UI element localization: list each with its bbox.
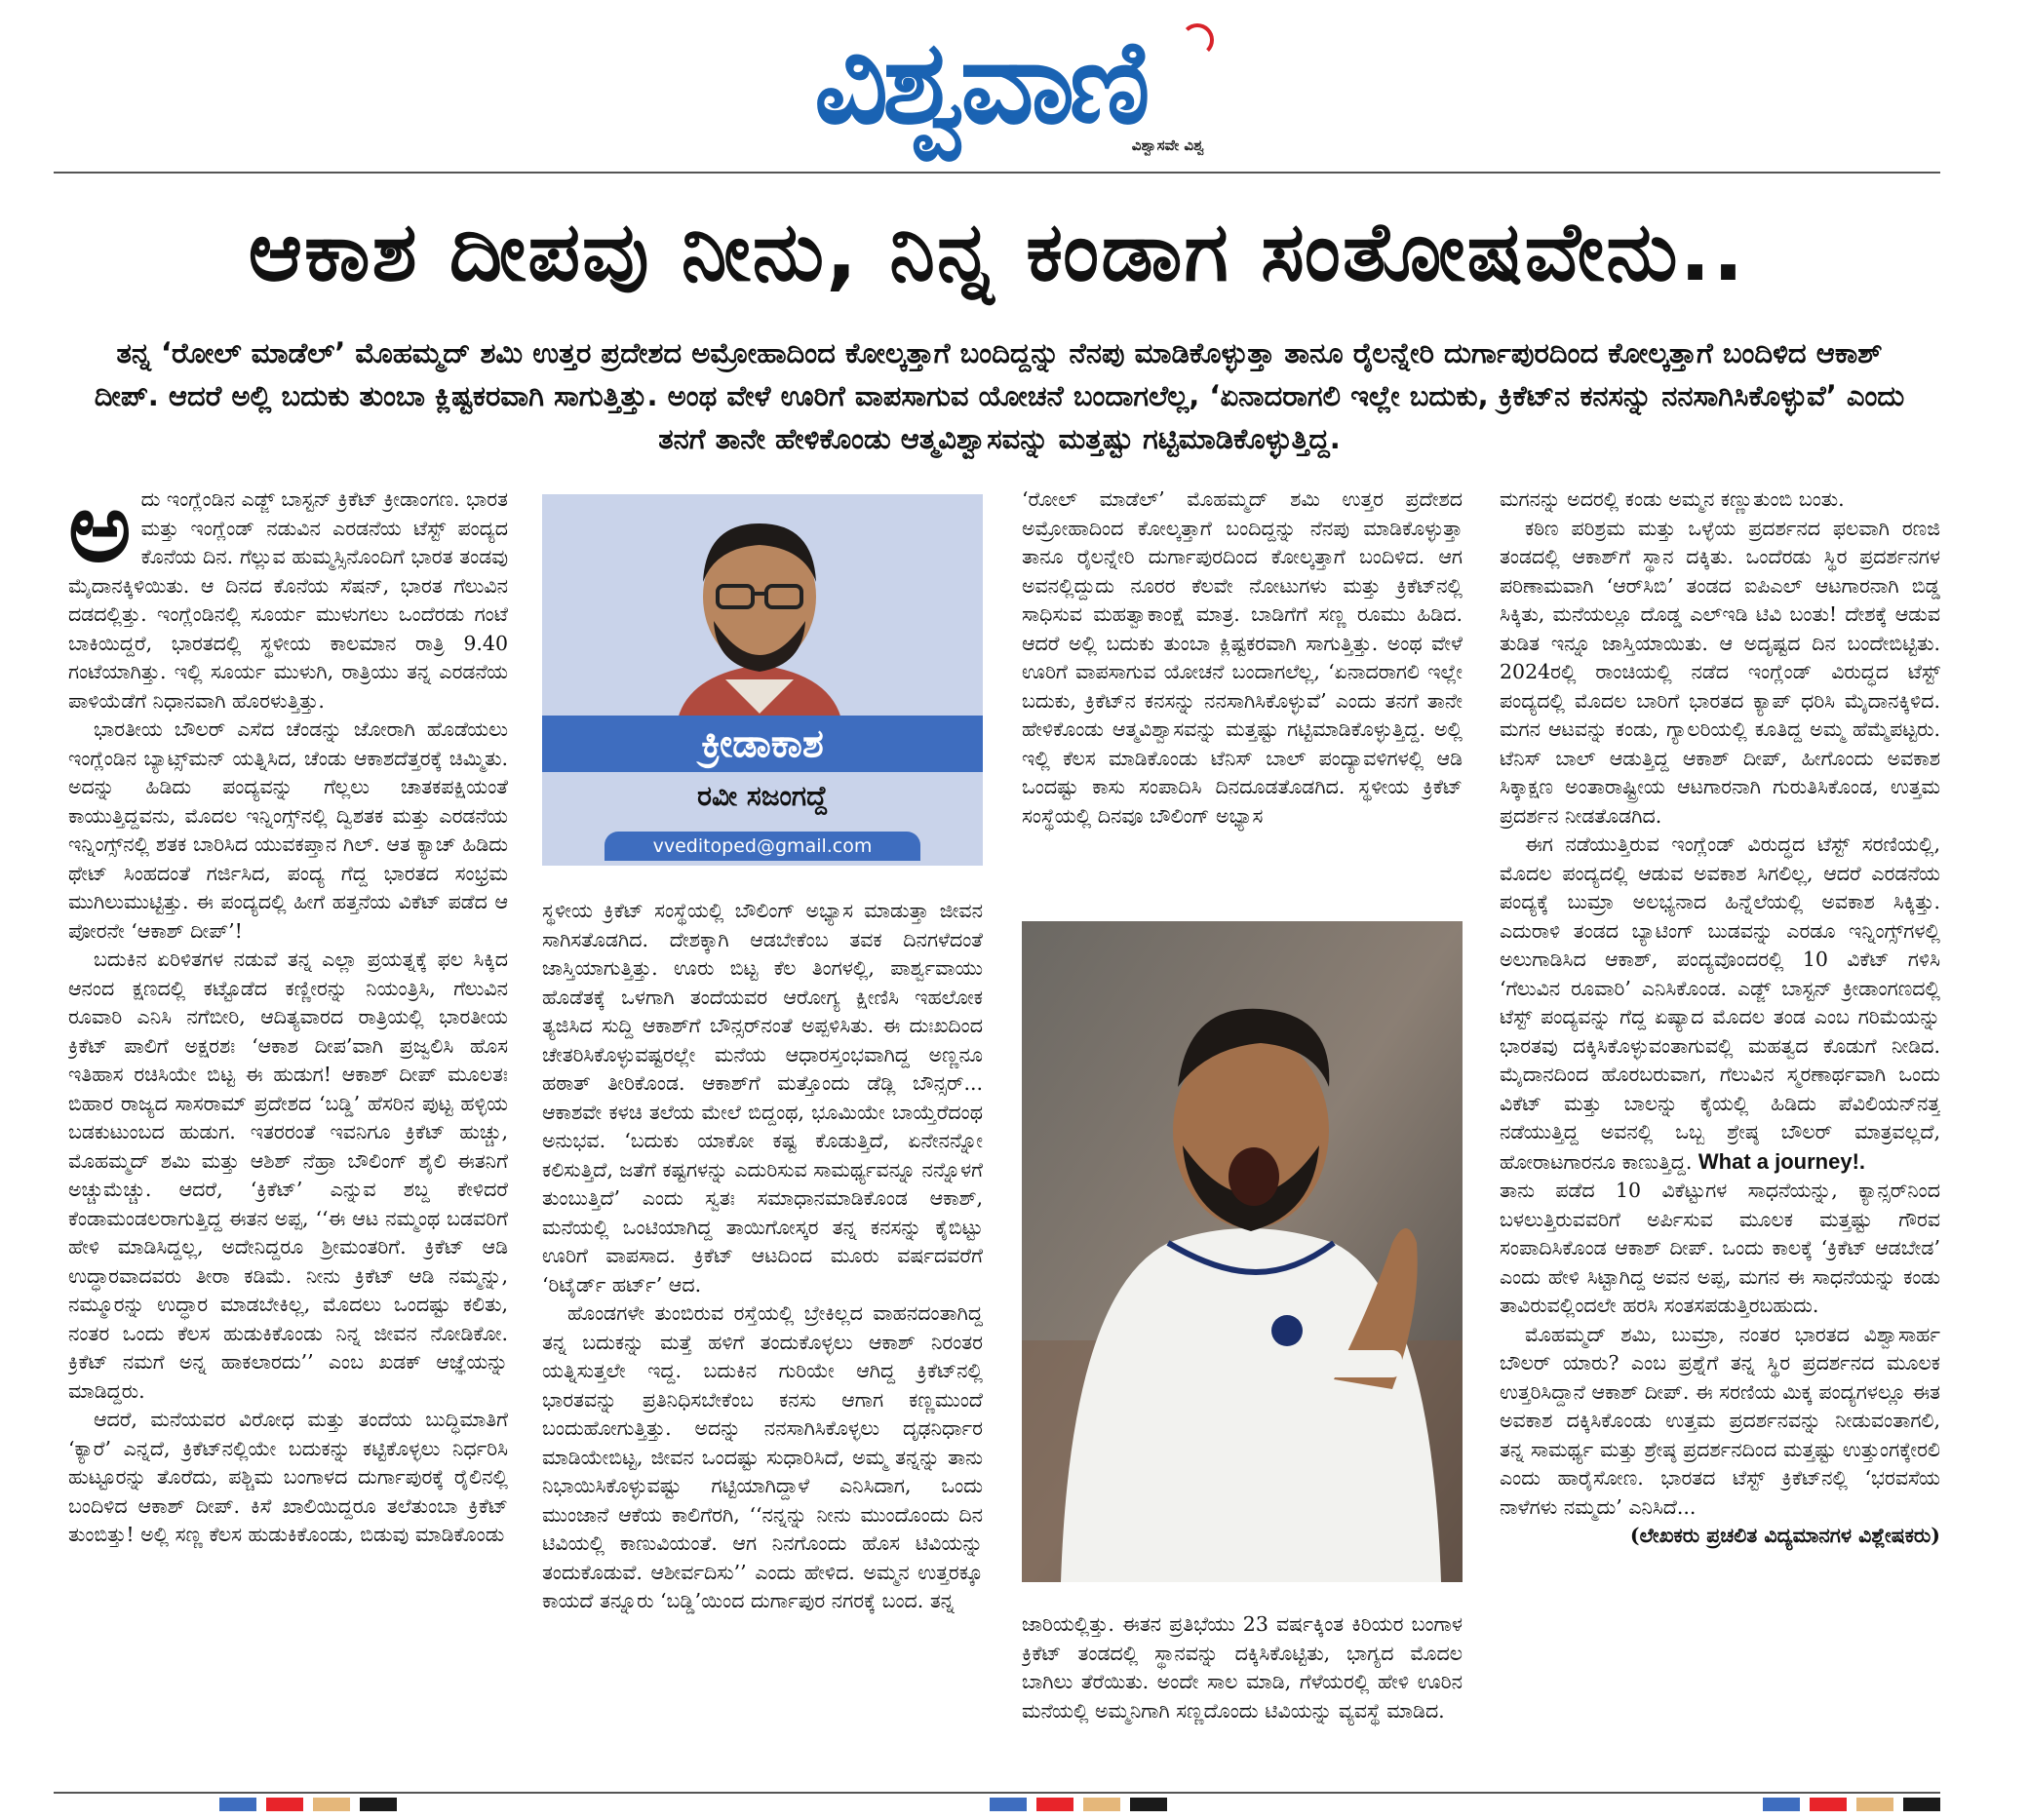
paragraph: ಸ್ಥಳೀಯ ಕ್ರಿಕೆಟ್ ಸಂಸ್ಥೆಯಲ್ಲಿ ಬೌಲಿಂಗ್ ಅಭ್ಯಾಸ ಮಾಡುತ್ತಾ ಜೀವನ ಸಾಗಿಸತೊಡಗಿದ. ದೇಶಕ್ಕಾಗಿ ಆಡಬೇಕೆಂಬ ತವಕ ದಿನಗಳೆದಂತೆ ಜಾಸ್ತಿಯಾಗುತ್ತಿತ್ತು. ಊರು ಬಿಟ್ಟ ಕೆಲ ತಿಂಗಳಲ್ಲಿ, ಪಾರ್ಶ್ವವಾಯು ಹೊಡೆತಕ್ಕೆ ಒಳಗಾಗಿ ತಂದೆಯವರ ಆರೋಗ್ಯ ಕ್ಷೀಣಿಸಿ ಇಹಲೋಕ ತ್ಯಜಿಸಿದ ಸುದ್ದಿ ಆಕಾಶ್‌ಗೆ ಬೌನ್ಸರ್‌ನಂತೆ ಅಪ್ಪಳಿಸಿತು. ಈ ದುಃಖದಿಂದ ಚೇತರಿಸಿಕೊಳ್ಳುವಷ್ಟರಲ್ಲೇ ಮನೆಯ ಆಧಾರಸ್ತಂಭವಾಗಿದ್ದ ಅಣ್ಣನೂ ಹಠಾತ್ ತೀರಿಕೊಂಡ. ಆಕಾಶ್‌ಗೆ ಮತ್ತೊಂದು ಡೆಡ್ಲಿ ಬೌನ್ಸರ್... ಆಕಾಶವೇ ಕಳಚಿ ತಲೆಯ ಮೇಲೆ ಬಿದ್ದಂಥ, ಭೂಮಿಯೇ ಬಾಯ್ತೆರೆದಂಥ ಅನುಭವ. ‘ಬದುಕು ಯಾಕೋ ಕಷ್ಟ ಕೊಡುತ್ತಿದೆ, ಏನೇನನ್ನೋ ಕಲಿಸುತ್ತಿದೆ, ಜತೆಗೆ ಕಷ್ಟಗಳನ್ನು ಎದುರಿಸುವ ಸಾಮರ್ಥ್ಯವನ್ನೂ ನನ್ನೊಳಗೆ ತುಂಬುತ್ತಿದೆ’ ಎಂದು ಸ್ವತಃ ಸಮಾಧಾನಮಾಡಿಕೊಂಡ ಆಕಾಶ್, ಮನೆಯಲ್ಲಿ ಒಂಟಿಯಾಗಿದ್ದ ತಾಯಿಗೋಸ್ಕರ ತನ್ನ ಕನಸನ್ನು ಕೈಬಿಟ್ಟು ಊರಿಗೆ ವಾಪಸಾದ. ಕ್ರಿಕೆಟ್ ಆಟದಿಂದ ಮೂರು ವರ್ಷದವರೆಗೆ ‘ರಿಟೈರ್ಡ್ ಹರ್ಟ್’ ಆದ. [542, 899, 983, 1297]
bottom-rule [54, 1792, 1940, 1794]
footer-bar [219, 1798, 256, 1811]
deck-summary: ತನ್ನ ‘ರೋಲ್ ಮಾಡೆಲ್’ ಮೊಹಮ್ಮದ್ ಶಮಿ ಉತ್ತರ ಪ್ರದೇಶದ ಅಮ್ರೋಹಾದಿಂದ ಕೋಲ್ಕತ್ತಾಗೆ ಬಂದಿದ್ದನ್ನು ನೆನಪು ಮಾಡಿಕೊಳ್ಳುತ್ತಾ ತಾನೂ ರೈಲನ್ನೇರಿ ದುರ್ಗಾಪುರದಿಂದ ಕೋಲ್ಕತ್ತಾಗೆ ಬಂದಿಳಿದ ಆಕಾಶ್ ದೀಪ್. ಆದರೆ ಅಲ್ಲಿ ಬದುಕು ತುಂಬಾ ಕ್ಲಿಷ್ಟಕರವಾಗಿ ಸಾಗುತ್ತಿತ್ತು. ಅಂಥ ವೇಳೆ ಊರಿಗೆ ವಾಪಸಾಗುವ ಯೋಚನೆ ಬಂದಾಗಲೆಲ್ಲ, ‘ಏನಾದರಾಗಲಿ ಇಲ್ಲೇ ಬದುಕು, ಕ್ರಿಕೆಟ್‌ನ ಕನಸನ್ನು ನನಸಾಗಿಸಿಕೊಳ್ಳುವೆ’ ಎಂದು ತನಗೆ ತಾನೇ ಹೇಳಿಕೊಂಡು ಆತ್ಮವಿಶ್ವಾಸವನ್ನು ಮತ್ತಷ್ಟು ಗಟ್ಟಿಮಾಡಿಕೊಳ್ಳುತ್ತಿದ್ದ. [94, 336, 1905, 455]
footer-bar [313, 1798, 350, 1811]
footer-bar [1810, 1798, 1847, 1811]
column-2 [542, 897, 983, 1792]
footer-bar [1130, 1798, 1167, 1811]
footer-bars-right [1763, 1797, 1950, 1810]
author-avatar [657, 504, 862, 723]
footer-bar [266, 1798, 303, 1811]
footer-bar [1856, 1798, 1893, 1811]
column-3-top [1022, 485, 1463, 900]
paragraph: ಮಗನನ್ನು ಅದರಲ್ಲಿ ಕಂಡು ಅಮ್ಮನ ಕಣ್ಣುತುಂಬಿ ಬಂತು. [1500, 487, 1845, 511]
top-rule [54, 172, 1940, 174]
column-3-bottom [1022, 1610, 1463, 1792]
paragraph-text: ದು ಇಂಗ್ಲೆಂಡಿನ ಎಡ್ಜ್ ಬಾಸ್ಟನ್ ಕ್ರಿಕೆಟ್ ಕ್ರೀಡಾಂಗಣ. ಭಾರತ ಮತ್ತು ಇಂಗ್ಲೆಂಡ್ ನಡುವಿನ ಎರಡನೆಯ ಟೆಸ್ಟ್ ಪಂದ್ಯದ ಕೊನೆಯ ದಿನ. ಗೆಲ್ಲುವ ಹುಮ್ಮಸ್ಸಿನೊಂದಿಗೆ ಭಾರತ ತಂಡವು ಮೈದಾನಕ್ಕಿಳಿಯಿತು. ಆ ದಿನದ ಕೊನೆಯ ಸೆಷನ್, ಭಾರತ ಗೆಲುವಿನ ದಡದಲ್ಲಿತ್ತು. ಇಂಗ್ಲೆಂಡಿನಲ್ಲಿ ಸೂರ್ಯ ಮುಳುಗಲು ಒಂದೆರಡು ಗಂಟೆ ಬಾಕಿಯಿದ್ದರೆ, ಭಾರತದಲ್ಲಿ ಸ್ಥಳೀಯ ಕಾಲಮಾನ ರಾತ್ರಿ 9.40 ಗಂಟೆಯಾಗಿತ್ತು. ಇಲ್ಲಿ ಸೂರ್ಯ ಮುಳುಗಿ, ರಾತ್ರಿಯು ತನ್ನ ಎರಡನೆಯ ಪಾಳಿಯೆಡೆಗೆ ನಿಧಾನವಾಗಿ ಹೊರಳುತ್ತಿತ್ತು. [68, 487, 508, 713]
newspaper-logo[interactable] [814, 14, 1214, 160]
paragraph [68, 485, 508, 716]
masthead [0, 0, 2029, 166]
paragraph [1500, 831, 1940, 1177]
paragraph: ಆದರೆ, ಮನೆಯವರ ವಿರೋಧ ಮತ್ತು ತಂದೆಯ ಬುದ್ಧಿಮಾತಿಗೆ ‘ಕ್ಯಾರೆ’ ಎನ್ನದೆ, ಕ್ರಿಕೆಟ್‌ನಲ್ಲಿಯೇ ಬದುಕನ್ನು ಕಟ್ಟಿಕೊಳ್ಳಲು ನಿರ್ಧರಿಸಿ ಹುಟ್ಟೂರನ್ನು ತೊರೆದು, ಪಶ್ಚಿಮ ಬಂಗಾಳದ ದುರ್ಗಾಪುರಕ್ಕೆ ರೈಲಿನಲ್ಲಿ ಬಂದಿಳಿದ ಆಕಾಶ್ ದೀಪ್. ಕಿಸೆ ಖಾಲಿಯಿದ್ದರೂ ತಲೆತುಂಬಾ ಕ್ರಿಕೆಟ್ ತುಂಬಿತ್ತು! ಅಲ್ಲಿ ಸಣ್ಣ ಕೆಲಸ ಹುಡುಕಿಕೊಂಡು, ಬಿಡುವು ಮಾಡಿಕೊಂಡು [68, 1408, 508, 1546]
footer-bar [990, 1798, 1027, 1811]
drop-cap: ಅ [68, 485, 132, 584]
footer-bar [1903, 1798, 1940, 1811]
paragraph: ‘ರೋಲ್ ಮಾಡೆಲ್’ ಮೊಹಮ್ಮದ್ ಶಮಿ ಉತ್ತರ ಪ್ರದೇಶದ ಅಮ್ರೋಹಾದಿಂದ ಕೋಲ್ಕತ್ತಾಗೆ ಬಂದಿದ್ದನ್ನು ನೆನಪು ಮಾಡಿಕೊಳ್ಳುತ್ತಾ ತಾನೂ ರೈಲನ್ನೇರಿ ದುರ್ಗಾಪುರದಿಂದ ಕೋಲ್ಕತ್ತಾಗೆ ಬಂದಿಳಿದ. ಆಗ ಅವನಲ್ಲಿದ್ದುದು ನೂರರ ಕೆಲವೇ ನೋಟುಗಳು ಮತ್ತು ಕ್ರಿಕೆಟ್‌ನಲ್ಲಿ ಸಾಧಿಸುವ ಮಹತ್ವಾಕಾಂಕ್ಷೆ ಮಾತ್ರ. ಬಾಡಿಗೆಗೆ ಸಣ್ಣ ರೂಮು ಹಿಡಿದ. ಆದರೆ ಅಲ್ಲಿ ಬದುಕು ತುಂಬಾ ಕ್ಲಿಷ್ಟಕರವಾಗಿ ಸಾಗುತ್ತಿತ್ತು. ಅಂಥ ವೇಳೆ ಊರಿಗೆ ವಾಪಸಾಗುವ ಯೋಚನೆ ಬಂದಾಗಲೆಲ್ಲ, ‘ಏನಾದರಾಗಲಿ ಇಲ್ಲೇ ಬದುಕು, ಕ್ರಿಕೆಟ್‌ನ ಕನಸನ್ನು ನನಸಾಗಿಸಿಕೊಳ್ಳುವೆ’ ಎಂದು ತನಗೆ ತಾನೇ ಹೇಳಿಕೊಂಡು ಆತ್ಮವಿಶ್ವಾಸವನ್ನು ಮತ್ತಷ್ಟು ಗಟ್ಟಿಮಾಡಿಕೊಳ್ಳುತ್ತಿದ್ದ. ಅಲ್ಲಿ ಇಲ್ಲಿ ಕೆಲಸ ಮಾಡಿಕೊಂಡು ಟೆನಿಸ್ ಬಾಲ್ ಪಂದ್ಯಾವಳಿಗಳಲ್ಲಿ ಆಡಿ ಒಂದಷ್ಟು ಕಾಸು ಸಂಪಾದಿಸಿ ದಿನದೂಡತೊಡಗಿದ. ಸ್ಥಳೀಯ ಕ್ರಿಕೆಟ್ ಸಂಸ್ಥೆಯಲ್ಲಿ ದಿನವೂ ಬೌಲಿಂಗ್ ಅಭ್ಯಾಸ [1022, 487, 1463, 828]
footer-bars-left [219, 1797, 407, 1810]
paragraph: ಕಠಿಣ ಪರಿಶ್ರಮ ಮತ್ತು ಒಳ್ಳೆಯ ಪ್ರದರ್ಶನದ ಫಲವಾಗಿ ರಣಜಿ ತಂಡದಲ್ಲಿ ಆಕಾಶ್‌ಗೆ ಸ್ಥಾನ ದಕ್ಕಿತು. ಒಂದೆರಡು ಸ್ಥಿರ ಪ್ರದರ್ಶನಗಳ ಪರಿಣಾಮವಾಗಿ ‘ಆರ್‌ಸಿಬಿ’ ತಂಡದ ಐಪಿಎಲ್ ಆಟಗಾರನಾಗಿ ಬಿಡ್ಡ ಸಿಕ್ಕಿತು, ಮನೆಯಲ್ಲೂ ದೊಡ್ಡ ಎಲ್‌ಇಡಿ ಟಿವಿ ಬಂತು! ದೇಶಕ್ಕೆ ಆಡುವ ತುಡಿತ ಇನ್ನೂ ಜಾಸ್ತಿಯಾಯಿತು. ಆ ಅದೃಷ್ಟದ ದಿನ ಬಂದೇಬಿಟ್ಟಿತು. 2024ರಲ್ಲಿ ರಾಂಚಿಯಲ್ಲಿ ನಡೆದ ಇಂಗ್ಲೆಂಡ್ ವಿರುದ್ಧದ ಟೆಸ್ಟ್ ಪಂದ್ಯದಲ್ಲಿ ಮೊದಲ ಬಾರಿಗೆ ಭಾರತದ ಕ್ಯಾಪ್ ಧರಿಸಿ ಮೈದಾನಕ್ಕಿಳಿದ. ಮಗನ ಆಟವನ್ನು ಕಂಡು, ಗ್ಯಾಲರಿಯಲ್ಲಿ ಕೂತಿದ್ದ ಅಮ್ಮ ಹೆಮ್ಮೆಪಟ್ಟರು. ಟೆನಿಸ್ ಬಾಲ್ ಆಡುತ್ತಿದ್ದ ಆಕಾಶ್ ದೀಪ್, ಹೀಗೊಂದು ಅವಕಾಶ ಸಿಕ್ಕಾಕ್ಷಣ ಅಂತಾರಾಷ್ಟ್ರೀಯ ಆಟಗಾರನಾಗಿ ಗುರುತಿಸಿಕೊಂಡ, ಉತ್ತಮ ಪ್ರದರ್ಶನ ನೀಡತೊಡಗಿದ. [1500, 516, 1940, 828]
player-photo [1022, 921, 1463, 1582]
column-4 [1500, 485, 1940, 1792]
paragraph: ಬದುಕಿನ ಏರಿಳಿತಗಳ ನಡುವೆ ತನ್ನ ಎಲ್ಲಾ ಪ್ರಯತ್ನಕ್ಕೆ ಫಲ ಸಿಕ್ಕಿದ ಆನಂದ ಕ್ಷಣದಲ್ಲಿ ಕಟ್ಟೊಡೆದ ಕಣ್ಣೀರನ್ನು ನಿಯಂತ್ರಿಸಿ, ಗೆಲುವಿನ ರೂವಾರಿ ಎನಿಸಿ ನಗೆಬೀರಿ, ಆದಿತ್ಯವಾರದ ರಾತ್ರಿಯಲ್ಲಿ ಭಾರತೀಯ ಕ್ರಿಕೆಟ್ ಪಾಲಿಗೆ ಅಕ್ಷರಶಃ ‘ಆಕಾಶ ದೀಪ’ವಾಗಿ ಪ್ರಜ್ವಲಿಸಿ ಹೊಸ ಇತಿಹಾಸ ರಚಿಸಿಯೇ ಬಿಟ್ಟ ಈ ಹುಡುಗ! ಆಕಾಶ್ ದೀಪ್ ಮೂಲತಃ ಬಿಹಾರ ರಾಜ್ಯದ ಸಾಸರಾಮ್ ಪ್ರದೇಶದ ‘ಬಡ್ಡಿ’ ಹೆಸರಿನ ಪುಟ್ಟ ಹಳ್ಳಿಯ ಬಡಕುಟುಂಬದ ಹುಡುಗ. ಇತರರಂತೆ ಇವನಿಗೂ ಕ್ರಿಕೆಟ್ ಹುಚ್ಚು, ಮೊಹಮ್ಮದ್ ಶಮಿ ಮತ್ತು ಆಶಿಶ್ ನೆಹ್ರಾ ಬೌಲಿಂಗ್ ಶೈಲಿ ಈತನಿಗೆ ಅಚ್ಚುಮೆಚ್ಚು. ಆದರೆ, ‘ಕ್ರಿಕೆಟ್’ ಎನ್ನುವ ಶಬ್ದ ಕೇಳಿದರೆ ಕೆಂಡಾಮಂಡಲರಾಗುತ್ತಿದ್ದ ಈತನ ಅಪ್ಪ, ‘‘ಈ ಆಟ ನಮ್ಮಂಥ ಬಡವರಿಗೆ ಹೇಳಿ ಮಾಡಿಸಿದ್ದಲ್ಲ, ಅದೇನಿದ್ದರೂ ಶ್ರೀಮಂತರಿಗೆ. ಕ್ರಿಕೆಟ್ ಆಡಿ ಉದ್ಧಾರವಾದವರು ತೀರಾ ಕಡಿಮೆ. ನೀನು ಕ್ರಿಕೆಟ್ ಆಡಿ ನಮ್ಮನ್ನು, ನಮ್ಮೂರನ್ನು ಉದ್ಧಾರ ಮಾಡಬೇಕಿಲ್ಲ, ಮೊದಲು ಒಂದಷ್ಟು ಕಲಿತು, ನಂತರ ಒಂದು ಕೆಲಸ ಹುಡುಕಿಕೊಂಡು ನಿನ್ನ ಜೀವನ ನೋಡಿಕೋ. ಕ್ರಿಕೆಟ್ ನಮಗೆ ಅನ್ನ ಹಾಕಲಾರದು’’ ಎಂಬ ಖಡಕ್ ಆಜ್ಞೆಯನ್ನು ಮಾಡಿದ್ದರು. [68, 948, 508, 1403]
paragraph: ಭಾರತೀಯ ಬೌಲರ್ ಎಸೆದ ಚೆಂಡನ್ನು ಜೋರಾಗಿ ಹೊಡೆಯಲು ಇಂಗ್ಲೆಂಡಿನ ಬ್ಯಾಟ್ಸ್‌ಮನ್ ಯತ್ನಿಸಿದ, ಚೆಂಡು ಆಕಾಶದೆತ್ತರಕ್ಕೆ ಚಿಮ್ಮಿತು. ಅದನ್ನು ಹಿಡಿದು ಪಂದ್ಯವನ್ನು ಗೆಲ್ಲಲು ಚಾತಕಪಕ್ಷಿಯಂತೆ ಕಾಯುತ್ತಿದ್ದವನು, ಮೊದಲ ಇನ್ನಿಂಗ್ಸ್‌ನಲ್ಲಿ ದ್ವಿಶತಕ ಮತ್ತು ಎರಡನೆಯ ಇನ್ನಿಂಗ್ಸ್‌ನಲ್ಲಿ ಶತಕ ಬಾರಿಸಿದ ಯುವಕಪ್ತಾನ ಗಿಲ್. ಆತ ಕ್ಯಾಚ್ ಹಿಡಿದು ಥೇಟ್ ಸಿಂಹದಂತೆ ಗರ್ಜಿಸಿದ, ಪಂದ್ಯ ಗೆದ್ದ ಭಾರತದ ಸಂಭ್ರಮ ಮುಗಿಲುಮುಟ್ಟಿತ್ತು. ಈ ಪಂದ್ಯದಲ್ಲಿ ಹೀಗೆ ಹತ್ತನೆಯ ವಿಕೆಟ್ ಪಡೆದ ಆ ಪೋರನೇ ‘ಆಕಾಶ್ ದೀಪ್’! [68, 717, 508, 943]
footer-bars-center [990, 1797, 1177, 1810]
paragraph-text: ಈಗ ನಡೆಯುತ್ತಿರುವ ಇಂಗ್ಲೆಂಡ್ ವಿರುದ್ಧದ ಟೆಸ್ಟ್ ಸರಣಿಯಲ್ಲಿ, ಮೊದಲ ಪಂದ್ಯದಲ್ಲಿ ಆಡುವ ಅವಕಾಶ ಸಿಗಲಿಲ್ಲ, ಆದರೆ ಎರಡನೆಯ ಪಂದ್ಯಕ್ಕೆ ಬುಮ್ರಾ ಅಲಭ್ಯನಾದ ಹಿನ್ನೆಲೆಯಲ್ಲಿ ಅವಕಾಶ ಸಿಕ್ಕಿತ್ತು. ಎದುರಾಳಿ ತಂಡದ ಬ್ಯಾಟಿಂಗ್ ಬುಡವನ್ನು ಎರಡೂ ಇನ್ನಿಂಗ್ಸ್‌ಗಳಲ್ಲಿ ಅಲುಗಾಡಿಸಿದ ಆಕಾಶ್, ಪಂದ್ಯವೊಂದರಲ್ಲಿ 10 ವಿಕೆಟ್ ಗಳಿಸಿ ‘ಗೆಲುವಿನ ರೂವಾರಿ’ ಎನಿಸಿಕೊಂಡ. ಎಡ್ಜ್ ಬಾಸ್ಟನ್ ಕ್ರೀಡಾಂಗಣದಲ್ಲಿ ಟೆಸ್ಟ್ ಪಂದ್ಯವನ್ನು ಗೆದ್ದ ಏಷ್ಯಾದ ಮೊದಲ ತಂಡ ಎಂಬ ಗರಿಮೆಯನ್ನು ಭಾರತವು ದಕ್ಕಿಸಿಕೊಳ್ಳುವಂತಾಗುವಲ್ಲಿ ಮಹತ್ವದ ಕೊಡುಗೆ ನೀಡಿದ. ಮೈದಾನದಿಂದ ಹೊರಬರುವಾಗ, ಗೆಲುವಿನ ಸ್ಮರಣಾರ್ಥವಾಗಿ ಒಂದು ವಿಕೆಟ್ ಮತ್ತು ಬಾಲನ್ನು ಕೈಯಲ್ಲಿ ಹಿಡಿದು ಪೆವಿಲಿಯನ್‌ನತ್ತ ನಡೆಯುತ್ತಿದ್ದ ಅವನಲ್ಲಿ ಒಬ್ಬ ಶ್ರೇಷ್ಠ ಬೌಲರ್ ಮಾತ್ರವಲ್ಲದೆ, ಹೋರಾಟಗಾರನೂ ಕಾಣುತ್ತಿದ್ದ. [1500, 833, 1940, 1174]
logo-accent-icon [1181, 23, 1214, 57]
footer-bar [1083, 1798, 1120, 1811]
player-image [1022, 921, 1463, 1582]
footer-bar [1036, 1798, 1073, 1811]
column-1 [68, 485, 508, 1792]
paragraph: ಜಾರಿಯಲ್ಲಿತ್ತು. ಈತನ ಪ್ರತಿಭೆಯು 23 ವರ್ಷಕ್ಕಿಂತ ಕಿರಿಯರ ಬಂಗಾಳ ಕ್ರಿಕೆಟ್ ತಂಡದಲ್ಲಿ ಸ್ಥಾನವನ್ನು ದಕ್ಕಿಸಿಕೊಟ್ಟಿತು, ಭಾಗ್ಯದ ಮೊದಲ ಬಾಗಿಲು ತೆರೆಯಿತು. ಅಂದೇ ಸಾಲ ಮಾಡಿ, ಗೆಳೆಯರಲ್ಲಿ ಹೇಳಿ ಊರಿನ ಮನೆಯಲ್ಲಿ ಅಮ್ಮನಿಗಾಗಿ ಸಣ್ಣದೊಂದು ಟಿವಿಯನ್ನು ವ್ಯವಸ್ಥೆ ಮಾಡಿದ. [1022, 1612, 1463, 1723]
logo-tagline: ವಿಶ್ವಾಸವೇ ವಿಶ್ವ [1131, 136, 1204, 154]
footer-bar [1763, 1798, 1800, 1811]
footer-bar [360, 1798, 397, 1811]
headline: ಆಕಾಶ ದೀಪವು ನೀನು, ನಿನ್ನ ಕಂಡಾಗ ಸಂತೋಷವೇನು.. [248, 204, 1746, 299]
column-name: ಕ್ರೀಡಾಕಾಶ [542, 716, 983, 772]
paragraph: ಹೊಂಡಗಳೇ ತುಂಬಿರುವ ರಸ್ತೆಯಲ್ಲಿ ಬ್ರೇಕಿಲ್ಲದ ವಾಹನದಂತಾಗಿದ್ದ ತನ್ನ ಬದುಕನ್ನು ಮತ್ತೆ ಹಳಿಗೆ ತಂದುಕೊಳ್ಳಲು ಆಕಾಶ್ ನಿರಂತರ ಯತ್ನಿಸುತ್ತಲೇ ಇದ್ದ. ಬದುಕಿನ ಗುರಿಯೇ ಆಗಿದ್ದ ಕ್ರಿಕೆಟ್‌ನಲ್ಲಿ ಭಾರತವನ್ನು ಪ್ರತಿನಿಧಿಸಬೇಕೆಂಬ ಕನಸು ಆಗಾಗ ಕಣ್ಣಮುಂದೆ ಬಂದುಹೋಗುತ್ತಿತ್ತು. ಅದನ್ನು ನನಸಾಗಿಸಿಕೊಳ್ಳಲು ದೃಢನಿರ್ಧಾರ ಮಾಡಿಯೇಬಿಟ್ಟ, ಜೀವನ ಒಂದಷ್ಟು ಸುಧಾರಿಸಿದೆ, ಅಮ್ಮ ತನ್ನನ್ನು ತಾನು ನಿಭಾಯಿಸಿಕೊಳ್ಳುವಷ್ಟು ಗಟ್ಟಿಯಾಗಿದ್ದಾಳೆ ಎನಿಸಿದಾಗ, ಒಂದು ಮುಂಜಾನೆ ಆಕೆಯ ಕಾಲಿಗೆರಗಿ, ‘‘ನನ್ನನ್ನು ನೀನು ಮುಂದೊಂದು ದಿನ ಟಿವಿಯಲ್ಲಿ ಕಾಣುವಿಯಂತೆ. ಆಗ ನಿನಗೊಂದು ಹೊಸ ಟಿವಿಯನ್ನು ತಂದುಕೊಡುವೆ. ಆಶೀರ್ವದಿಸು’’ ಎಂದು ಹೇಳಿದ. ಅಮ್ಮನ ಉತ್ತರಕ್ಕೂ ಕಾಯದೆ ತನ್ನೂರು ‘ಬಡ್ಡಿ’ಯಿಂದ ದುರ್ಗಾಪುರ ನಗರಕ್ಕೆ ಬಂದ. ತನ್ನ [542, 1301, 983, 1612]
english-phrase: What a journey!. [1697, 1148, 1866, 1174]
author-note: (ಲೇಖಕರು ಪ್ರಚಲಿತ ವಿದ್ಯಮಾನಗಳ ವಿಶ್ಲೇಷಕರು) [1629, 1524, 1940, 1547]
logo-wordmark: ವಿಶ್ವವಾಣಿ [814, 15, 1145, 149]
paragraph: ಮೊಹಮ್ಮದ್ ಶಮಿ, ಬುಮ್ರಾ, ನಂತರ ಭಾರತದ ವಿಶ್ವಾಸಾರ್ಹ ಬೌಲರ್ ಯಾರು? ಎಂಬ ಪ್ರಶ್ನೆಗೆ ತನ್ನ ಸ್ಥಿರ ಪ್ರದರ್ಶನದ ಮೂಲಕ ಉತ್ತರಿಸಿದ್ದಾನೆ ಆಕಾಶ್ ದೀಪ್. ಈ ಸರಣಿಯ ಮಿಕ್ಕ ಪಂದ್ಯಗಳಲ್ಲೂ ಈತ ಅವಕಾಶ ದಕ್ಕಿಸಿಕೊಂಡು ಉತ್ತಮ ಪ್ರದರ್ಶನವನ್ನು ನೀಡುವಂತಾಗಲಿ, ತನ್ನ ಸಾಮರ್ಥ್ಯ ಮತ್ತು ಶ್ರೇಷ್ಠ ಪ್ರದರ್ಶನದಿಂದ ಮತ್ತಷ್ಟು ಉತ್ತುಂಗಕ್ಕೇರಲಿ ಎಂದು ಹಾರೈಸೋಣ. ಭಾರತದ ಟೆಸ್ಟ್ ಕ್ರಿಕೆಟ್‌ನಲ್ಲಿ ‘ಭರವಸೆಯ ನಾಳೆಗಳು ನಮ್ಮದು’ ಎನಿಸಿದೆ... [1500, 1322, 1940, 1519]
author-name: ರವೀ ಸಜಂಗದ್ದೆ [697, 780, 828, 812]
paragraph: ತಾನು ಪಡೆದ 10 ವಿಕೆಟ್ಟುಗಳ ಸಾಧನೆಯನ್ನು, ಕ್ಯಾನ್ಸರ್‌ನಿಂದ ಬಳಲುತ್ತಿರುವವರಿಗೆ ಅರ್ಪಿಸುವ ಮೂಲಕ ಮತ್ತಷ್ಟು ಗೌರವ ಸಂಪಾದಿಸಿಕೊಂಡ ಆಕಾಶ್ ದೀಪ್. ಒಂದು ಕಾಲಕ್ಕೆ ‘ಕ್ರಿಕೆಟ್ ಆಡಬೇಡ’ ಎಂದು ಹೇಳಿ ಸಿಟ್ಟಾಗಿದ್ದ ಅವನ ಅಪ್ಪ, ಮಗನ ಈ ಸಾಧನೆಯನ್ನು ಕಂಡು ತಾವಿರುವಲ್ಲಿಂದಲೇ ಹರಸಿ ಸಂತಸಪಡುತ್ತಿರಬಹುದು. [1500, 1179, 1940, 1317]
author-email[interactable]: vveditoped@gmail.com [605, 832, 920, 861]
author-box [542, 494, 983, 866]
